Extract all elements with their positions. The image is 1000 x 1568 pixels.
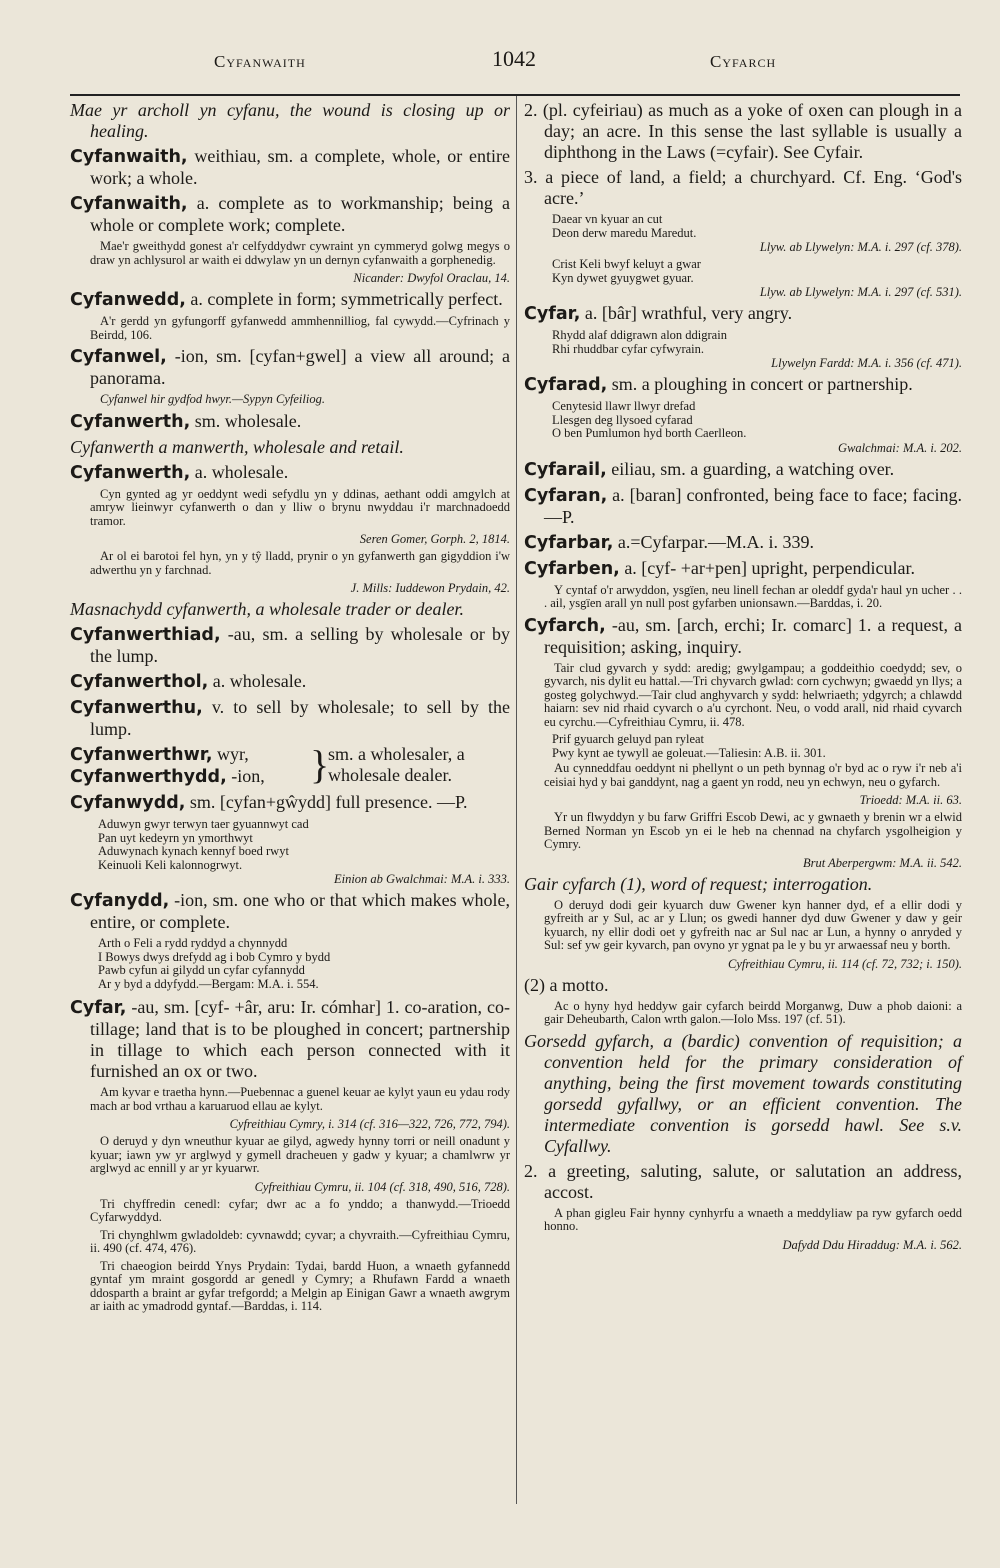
definition: a. [bâr] wrathful, very angry. [580, 303, 793, 323]
citation-source: Llyw. ab Llywelyn: M.A. i. 297 (cf. 531). [759, 285, 962, 299]
verse-line: Keinuoli Keli kalonnogrwyt. [98, 857, 243, 872]
header-rule [70, 94, 960, 96]
headword: Cyfanydd, [70, 891, 170, 911]
verse-line: Pan uyt kedeyrn yn ymorthwyt [98, 830, 253, 845]
column-divider [516, 96, 517, 1504]
verse-line: Llesgen deg llysoed cyfarad [552, 412, 693, 427]
headword: Cyfarben, [524, 558, 620, 579]
citation-source: Cyfreithiau Cymry, i. 314 (cf. 316—322, 726, 772, 794). [229, 1117, 510, 1131]
verse-line: Pawb cyfun ai gilydd un cyfar cyfannydd [98, 963, 305, 977]
citation-source: Llyw. ab Llywelyn: M.A. i. 297 (cf. 378). [759, 240, 962, 254]
citation: A'r gerdd yn gyfungorff gyfanwedd ammhennilliog, fal cywydd.—Cyfrinach y Beirdd, 106. [90, 314, 510, 342]
citation: Tri chaeogion beirdd Ynys Prydain: Tydai, bardd Huon, a wnaeth gyfannedd gyntaf ym mraint gosgordd ar genedl y Cymry; a Rhufawn Fardd a wnaeth ddosparth a braint ar gyfar trefgordd; a Melgin ap Einigan Gawr a wnaeth awgrym ar iaith ac ymadrodd gyntaf.—Barddas, i. 114. [90, 1258, 510, 1313]
headword: Cyfarbar, [524, 532, 614, 553]
definition: -ion, sm. one who or that which makes whole, entire, or complete. [90, 890, 510, 932]
entry-cyfanwerth-sm [70, 411, 510, 433]
verse-line: Aduwynach kynach kennyf boed rwyt [98, 844, 289, 858]
entry-cyfanwaith-a [70, 193, 510, 236]
entry-cyfanwerthu [70, 697, 510, 740]
verse-line: Rhydd alaf ddigrawn alon ddigrain [552, 328, 727, 342]
headword: Cyfarail, [524, 459, 607, 480]
definition: a. [baran] confronted, being face to face; facing.—P. [544, 484, 962, 527]
definition: -ion, sm. [cyfan+gwel] a view all around; a panorama. [90, 346, 510, 388]
headword: Cyfar, [524, 304, 581, 324]
citation: Ac o hyny hyd heddyw gair cyfarch beirdd Morganwg, Duw a phob daioni: a gair Deheubarth, Calon wrth galon.—Iolo Mss. 197 (cf. 51). [544, 998, 962, 1026]
entry-cyfanwerthiad [70, 624, 510, 667]
definition: eiliau, sm. a guarding, a watching over. [606, 458, 895, 479]
verse-line: O ben Pumlumon hyd borth Caerlleon. [552, 426, 747, 440]
citation: Tri chynghlwm gwladoldeb: cyvnawdd; cyvar; a chyvraith.—Cyfreithiau Cymru, ii. 490 (cf. 474, 476). [90, 1227, 510, 1255]
entry-cyfarad [524, 374, 962, 396]
definition: a. wholesale. [208, 671, 307, 691]
citation-source: Dafydd Ddu Hiraddug: M.A. i. 562. [782, 1237, 962, 1252]
headword: Cyfanwedd, [70, 290, 186, 310]
sense-3-field: 3. a piece of land, a field; a churchyard. Cf. Eng. ‘God's acre.’ [524, 167, 962, 208]
definition: a. complete in form; symmetrically perfect. [185, 289, 503, 309]
verse-line: I Bowys dwys drefydd ag i bob Cymro y bydd [98, 949, 331, 964]
headword: Cyfanwaith, [70, 147, 188, 167]
entry-cyfarail [524, 459, 962, 481]
headword: Cyfanwerthol, [70, 672, 209, 692]
definition: -au, sm. [arch, erchi; Ir. comarc] 1. a request, a requisition; asking, inquiry. [544, 614, 962, 657]
entry-cyfanwaith-sm [70, 146, 510, 189]
headword: Cyfarch, [524, 615, 606, 636]
definition: weithiau, sm. a complete, whole, or entire work; a whole. [90, 146, 510, 188]
entry-cyfanwerthwr-group [70, 744, 510, 788]
citation-source: Einion ab Gwalchmai: M.A. i. 333. [333, 872, 510, 886]
verse-line: Arth o Feli a rydd ryddyd a chynnydd [98, 936, 288, 950]
citation-source: Trioedd: M.A. ii. 63. [859, 793, 962, 807]
page-number: 1042 [492, 46, 536, 71]
sense-motto: (2) a motto. [524, 974, 609, 995]
citation: Y cyntaf o'r arwyddon, ysgïen, neu linell fechan ar oleddf gyda'r haul yn ucher . . . ail, ysgïen arall yn null post gyfarben unionsawn.—Barddas, i. 20. [544, 582, 962, 610]
headword: Cyfanwerthwr, [70, 745, 213, 765]
running-header [70, 44, 960, 84]
headword: Cyfanwerthydd, [70, 767, 227, 787]
entry-cyfar-a [524, 303, 962, 325]
verse-quote [552, 733, 962, 760]
verse-quote [98, 937, 510, 991]
headword: Cyfanwerth, [70, 411, 191, 432]
entry-cyfar-sm [70, 997, 510, 1082]
header-left-guideword: Cyfanwaith [214, 52, 306, 71]
right-column [524, 100, 962, 1256]
verse-line: Ar y byd a ddyfydd.—Bergam: M.A. i. 554. [98, 976, 319, 991]
entry-cyfanwydd [70, 792, 510, 814]
citation: Yr un flwyddyn y bu farw Griffri Escob Dewi, ac y gwnaeth y brenin wr a elwid Berned Norman yn Escob yn ei le heb na chennad na chyfarch ysgolheigion y Cymry. [544, 810, 962, 851]
verse-line: Pwy kynt ae tywyll ae goleuat.—Taliesin: A.B. ii. 301. [552, 745, 826, 760]
definition: a. [cyf- +ar+pen] upright, perpendicular. [619, 557, 915, 578]
verse-line: Aduwyn gwyr terwyn taer gyuannwyt cad [98, 817, 309, 831]
definition: a. complete as to workmanship; being a whole or complete work; complete. [90, 193, 510, 235]
entry-cyfanwerth-phrase: Cyfanwerth a manwerth, wholesale and retail. [70, 436, 404, 457]
verse-line: Daear vn kyuar an cut [552, 212, 663, 226]
verse-quote [552, 258, 962, 285]
verse-line: Kyn dywet gyuygwet gyuar. [552, 270, 694, 285]
citation-source: Llywelyn Fardd: M.A. i. 356 (cf. 471). [771, 356, 962, 370]
headword: Cyfaran, [524, 485, 608, 506]
headword: Cyfanwerthiad, [70, 625, 221, 645]
brace-glyph: } [310, 742, 330, 787]
phrase-gorsedd-gyfarch: Gorsedd gyfarch, a (bardic) convention of requisition; a convention held for the primary consideration of anything, being the first movement towards constituting gorsedd gyfallwy, or an efficient convention. The intermediate convention is gorsedd hawl. See s.v. Cyfallwy. [524, 1030, 962, 1156]
phrase-gair-cyfarch: Gair cyfarch (1), word of request; interrogation. [524, 873, 873, 894]
citation: A phan gigleu Fair hynny cynhyrfu a wnaeth a meddyliaw pa ryw gyfarch oedd honno. [544, 1205, 962, 1233]
headword: Cyfarad, [524, 375, 608, 395]
definition: sm. [cyfan+gŵydd] full presence. —P. [185, 792, 468, 812]
definition: sm. a ploughing in concert or partnership. [607, 374, 913, 394]
citation: Am kyvar e traetha hynn.—Puebennac a guenel keuar ae kylyt yaun eu ydau rody mach ar bod vrthau a karuaruod ellau ae kylyt. [90, 1085, 510, 1113]
citation: O deruyd dodi geir kyuarch duw Gwener kyn hanner dyd, ef a ellir dodi y gyfreith ar y Sul, ac ar y Llun; os gwedi hanner dyd duw Gwener y daw y geir kyuarch, ny ellir dodi oet y gyfreith nac ar Sul nac ar Lun, a hynny o anryded y Sul: sef yw geir kyvarch, pan ovyno yr ygnat pa le y bu yr arwaessaf neu y borth. [544, 897, 962, 952]
entry-cyfanwel [70, 346, 510, 389]
citation-source: Brut Aberpergwm: M.A. ii. 542. [802, 855, 962, 870]
definition: sm. wholesale. [190, 410, 302, 431]
headword: Cyfanwydd, [70, 793, 186, 813]
verse-quote [552, 329, 962, 356]
definition: sm. a wholesaler, a wholesale dealer. [328, 744, 465, 785]
citation-source: Cyfreithiau Cymru, ii. 104 (cf. 318, 490, 516, 728). [254, 1179, 510, 1194]
verse-line: Rhi rhuddbar cyfar cyfwyrain. [552, 341, 705, 356]
citation: Cyfanwel hir gydfod hwyr.—Sypyn Cyfeiliog. [100, 392, 325, 406]
definition: v. to sell by wholesale; to sell by the lump. [90, 697, 510, 739]
plural-suffix: wyr, [212, 744, 249, 764]
entry-cyfanydd [70, 890, 510, 933]
verse-line: Cenytesid llawr llwyr drefad [552, 399, 696, 413]
citation: Tair clud gyvarch y sydd: aredig; gwylgampau; a goddeithio coedydd; sev, o gyvarch, nis dylit eu hattal.—Tri chyvarch gwlad: corn cychwyn; gwaedd yn llys; a gosteg golychwyd.—Tair clud anghyvarch y sydd: helwriaeth; ydgyrch; a chlawdd haiarn: sev nid rhaid cyvarch o a'u cyrchont. Neu, o vodd arall, nid rhaid cyvarch eu cyrchu.—Cyfreithiau Cymru, ii. 478. [544, 660, 962, 729]
citation-source: J. Mills: Iuddewon Prydain, 42. [350, 581, 510, 595]
entry-cyfanu-phrase: Mae yr archoll yn cyfanu, the wound is closing up or healing. [70, 100, 510, 141]
entry-cyfanwerth-a [70, 462, 510, 484]
braced-headwords [70, 744, 310, 788]
citation: Ar ol ei barotoi fel hyn, yn y tŷ lladd, prynir o yn gyfanwerth gan gigyddion i'w adwerthu yn y farchnad. [90, 549, 510, 577]
citation: O deruyd y dyn wneuthur kyuar ae gilyd, agwedy hynny torri or neill onadunt y kyuar; iawn yw yr arglwyd y gymell dracheuen y gadw y kyuar; a chamlwrw yr arglwyd ac ennill y ar yr kyuarwr. [90, 1134, 510, 1175]
citation: Mae'r gweithydd gonest a'r celfyddydwr cywraint yn cymmeryd golwg megys o draw yn achlysurol ar waith ei ddwylaw yn un dernyn cyfanwaith a gorphenedig. [90, 239, 510, 267]
entry-cyfaran [524, 485, 962, 528]
entry-cyfarch [524, 615, 962, 658]
entry-cyfanwedd [70, 289, 510, 311]
definition: a.=Cyfarpar.—M.A. i. 339. [613, 531, 814, 552]
verse-quote [98, 818, 510, 872]
citation-source: Nicander: Dwyfol Oraclau, 14. [353, 271, 510, 285]
verse-quote [552, 213, 962, 240]
definition: a. wholesale. [190, 461, 289, 482]
citation-source: Gwalchmai: M.A. i. 202. [838, 440, 962, 455]
citation-source: Cyfreithiau Cymru, ii. 114 (cf. 72, 732; i. 150). [727, 956, 962, 971]
headword: Cyfanwerthu, [70, 698, 203, 718]
headword: Cyfanwel, [70, 347, 167, 367]
citation: Cyn gynted ag yr oeddynt wedi sefydlu yn y ddinas, aethant oddi amgylch at amryw lieinwyr cyfanwerth o dan y lliw o brynu nwyddau i'r marchnadoedd tramor. [90, 486, 510, 528]
citation: Tri chyffredin cenedl: cyfar; dwr ac a fo ynddo; a thanwydd.—Trioedd Cyfarwyddyd. [90, 1196, 510, 1224]
headword: Cyfanwerth, [70, 462, 191, 483]
citation-source: Seren Gomer, Gorph. 2, 1814. [359, 532, 510, 546]
definition: -au, sm. a selling by wholesale or by the lump. [90, 624, 510, 666]
entry-cyfarben [524, 558, 962, 580]
entry-cyfarbar [524, 532, 962, 554]
entry-cyfanwerthol [70, 671, 510, 693]
plural-suffix: -ion, [226, 766, 265, 786]
entry-masnachydd-phrase: Masnachydd cyfanwerth, a wholesale trader or dealer. [70, 599, 464, 619]
definition: -au, sm. [cyf- +âr, aru: Ir. cómhar] 1. co-aration, co-tillage; land that is to be ploughed in concert; partnership in tillage to which each person connected with it furnished an ox or two. [90, 997, 510, 1081]
citation: Au cynneddfau oeddynt ni phellynt o un peth bynnag o'r byd ac o ryw i'r neb a'i ceisiai hyd y bai ganddynt, nag a gaent yn rodd, neu yn echwyn, neu o gyfarch. [544, 761, 962, 789]
verse-quote [552, 400, 962, 441]
headword: Cyfanwaith, [70, 194, 188, 214]
header-right-guideword: Cyfarch [710, 52, 777, 71]
left-column [70, 100, 510, 1318]
headword: Cyfar, [70, 998, 127, 1018]
sense-2-acre: 2. (pl. cyfeiriau) as much as a yoke of oxen can plough in a day; an acre. In this sense the last syllable is usually a diphthong in the Laws (=cyfair). See Cyfair. [524, 100, 962, 162]
verse-line: Deon derw maredu Maredut. [552, 225, 697, 240]
verse-line: Prif gyuarch geluyd pan ryleat [552, 732, 705, 746]
sense-2-greeting: 2. a greeting, saluting, salute, or salutation an address, accost. [524, 1160, 962, 1202]
verse-line: Crist Keli bwyf keluyt a gwar [552, 257, 701, 271]
